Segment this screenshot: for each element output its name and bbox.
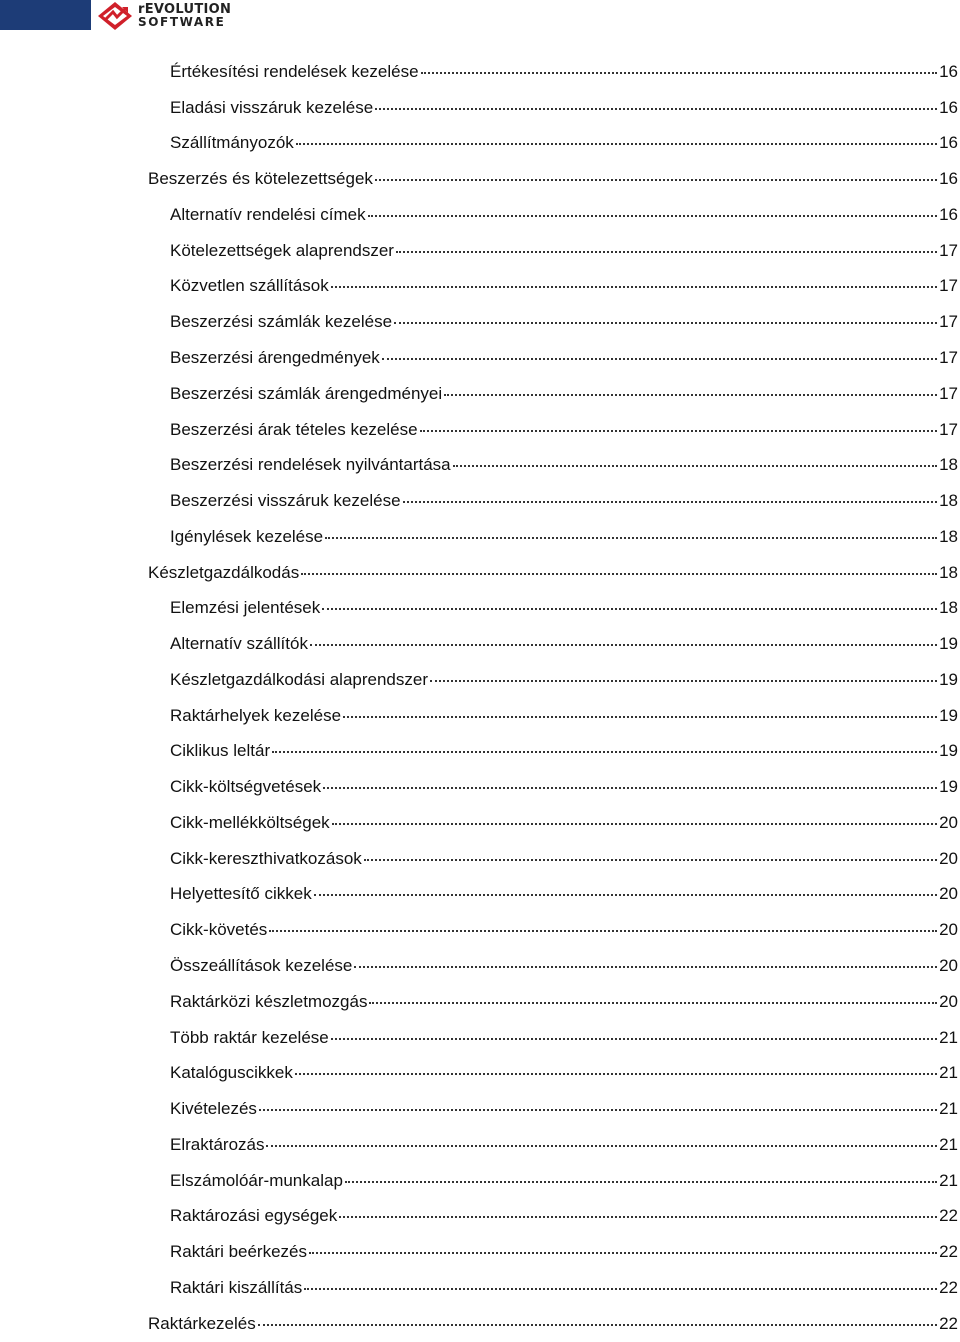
toc-subsection-entry[interactable] [0, 877, 960, 913]
toc-page-number: 17 [939, 276, 958, 296]
toc-dot-leader [364, 858, 937, 861]
toc-subsection-entry[interactable] [0, 519, 960, 555]
logo-text-revolution: rEVOLUTION [138, 2, 232, 17]
toc-entry-row [170, 384, 958, 404]
toc-subsection-entry[interactable] [0, 376, 960, 412]
toc-entry-row [170, 884, 958, 904]
toc-entry-row [170, 598, 958, 618]
toc-entry-title: Készletgazdálkodási alaprendszer [170, 669, 428, 689]
toc-entry-title: Elraktározás [170, 1134, 265, 1154]
toc-page-number: 17 [939, 419, 958, 439]
toc-entry-row [170, 133, 958, 153]
toc-section-entry[interactable] [0, 161, 960, 197]
toc-entry-title: Szállítmányozók [170, 133, 294, 153]
toc-entry-row [148, 1314, 958, 1334]
toc-entry-row [170, 849, 958, 869]
toc-dot-leader [259, 1108, 937, 1111]
toc-page-number: 18 [939, 491, 958, 511]
toc-page-number: 20 [939, 991, 958, 1011]
toc-subsection-entry[interactable] [0, 769, 960, 805]
toc-dot-leader [421, 71, 938, 74]
toc-subsection-entry[interactable] [0, 1163, 960, 1199]
toc-dot-leader [331, 1037, 937, 1040]
toc-subsection-entry[interactable] [0, 54, 960, 90]
toc-subsection-entry[interactable] [0, 1270, 960, 1306]
toc-section-entry[interactable] [0, 555, 960, 591]
toc-entry-row [148, 563, 958, 583]
toc-entry-row [170, 706, 958, 726]
toc-dot-leader [295, 1072, 937, 1075]
toc-subsection-entry[interactable] [0, 590, 960, 626]
toc-page-number: 22 [939, 1277, 958, 1297]
toc-entry-row [170, 62, 958, 82]
toc-entry-row [170, 98, 958, 118]
toc-entry-title: Cikk-követés [170, 920, 268, 940]
toc-entry-title: Raktározási egységek [170, 1206, 338, 1226]
toc-entry-title: Közvetlen szállítások [170, 276, 329, 296]
toc-dot-leader [375, 178, 937, 181]
toc-entry-title: Igénylések kezelése [170, 526, 324, 546]
toc-entry-row [170, 491, 958, 511]
toc-entry-title: Elemzési jelentések [170, 598, 321, 618]
toc-page-number: 17 [939, 348, 958, 367]
toc-entry-title: Cikk-költségvetések [170, 777, 322, 797]
toc-dot-leader [296, 142, 937, 145]
toc-dot-leader [403, 500, 938, 503]
toc-page-number: 17 [939, 383, 958, 403]
toc-dot-leader [354, 965, 937, 968]
toc-entry-row [170, 920, 958, 940]
toc-subsection-entry[interactable] [0, 662, 960, 698]
toc-entry-title: Beszerzési visszáruk kezelése [170, 491, 401, 511]
toc-subsection-entry[interactable] [0, 734, 960, 770]
toc-dot-leader [396, 250, 937, 253]
toc-entry-title: Kötelezettségek alaprendszer [170, 240, 394, 260]
toc-dot-leader [322, 607, 937, 610]
toc-dot-leader [304, 1287, 937, 1290]
toc-page-number: 20 [939, 920, 958, 940]
toc-subsection-entry[interactable] [0, 126, 960, 162]
toc-entry-row [170, 992, 958, 1012]
toc-entry-title: Raktárhelyek kezelése [170, 705, 342, 725]
toc-entry-title: Elszámolóár-munkalap [170, 1170, 343, 1190]
toc-page-number: 20 [939, 956, 958, 976]
logo-text-software: SOFTWARE [138, 15, 226, 29]
toc-entry-title: Helyettesítő cikkek [170, 884, 312, 904]
toc-subsection-entry[interactable] [0, 805, 960, 841]
toc-dot-leader [444, 393, 937, 396]
toc-subsection-entry[interactable] [0, 1199, 960, 1235]
toc-dot-leader [369, 1001, 937, 1004]
toc-page-number: 21 [939, 1134, 958, 1154]
toc-entry-title: Beszerzési árengedmények [170, 348, 380, 367]
toc-page-number: 16 [939, 97, 958, 117]
toc-subsection-entry[interactable] [0, 269, 960, 305]
toc-page-number: 21 [939, 1170, 958, 1190]
toc-dot-leader [325, 536, 937, 539]
toc-dot-leader [382, 357, 937, 360]
toc-entry-row [170, 1278, 958, 1298]
toc-subsection-entry[interactable] [0, 1127, 960, 1163]
toc-entry-title: Raktárközi készletmozgás [170, 991, 368, 1011]
toc-dot-leader [301, 572, 937, 575]
toc-page-number: 18 [939, 598, 958, 618]
toc-entry-title: Ciklikus leltár [170, 741, 271, 761]
toc-page-number: 17 [939, 240, 958, 260]
header-band [0, 0, 91, 30]
toc-page-number: 16 [939, 133, 958, 153]
toc-subsection-entry[interactable] [0, 841, 960, 877]
toc-dot-leader [453, 464, 937, 467]
toc-entry-title: Több raktár kezelése [170, 1027, 329, 1047]
toc-subsection-entry[interactable] [0, 197, 960, 233]
toc-page-number: 18 [939, 526, 958, 546]
toc-entry-row [170, 205, 958, 225]
toc-entry-row [170, 1242, 958, 1262]
toc-page-number: 16 [939, 61, 958, 81]
toc-dot-leader [310, 643, 937, 646]
toc-dot-leader [272, 750, 937, 753]
toc-subsection-entry[interactable] [0, 447, 960, 483]
toc-entry-row [170, 455, 958, 475]
toc-entry-row [170, 1206, 958, 1226]
toc-entry-title: Kivételezés [170, 1099, 257, 1119]
toc-entry-row [170, 527, 958, 547]
toc-entry-title: Raktári beérkezés [170, 1242, 308, 1262]
toc-entry-row [170, 276, 958, 296]
toc-dot-leader [394, 321, 937, 324]
toc-subsection-entry[interactable] [0, 90, 960, 126]
company-logo [95, 0, 245, 32]
toc-dot-leader [375, 107, 937, 110]
toc-page-number: 19 [939, 669, 958, 689]
toc-dot-leader [339, 1215, 937, 1218]
toc-dot-leader [331, 285, 937, 288]
toc-page-number: 21 [939, 1027, 958, 1047]
toc-dot-leader [309, 1251, 937, 1254]
toc-entry-row [170, 1028, 958, 1048]
toc-page-number: 19 [939, 777, 958, 797]
table-of-contents [0, 54, 960, 1342]
toc-entry-row [170, 634, 958, 654]
toc-entry-row [170, 1063, 958, 1083]
toc-entry-title: Beszerzési számlák kezelése [170, 312, 393, 332]
toc-subsection-entry[interactable] [0, 698, 960, 734]
toc-page-number: 22 [939, 1206, 958, 1226]
toc-entry-row [170, 741, 958, 761]
toc-dot-leader [420, 429, 938, 432]
toc-entry-title: Katalóguscikkek [170, 1063, 293, 1083]
toc-page-number: 22 [939, 1242, 958, 1262]
toc-entry-title: Cikk-mellékköltségek [170, 812, 330, 832]
toc-entry-title: Értékesítési rendelések kezelése [170, 61, 419, 81]
toc-subsection-entry[interactable] [0, 984, 960, 1020]
toc-page-number: 16 [939, 169, 958, 189]
toc-entry-title: Készletgazdálkodás [148, 562, 300, 582]
toc-subsection-entry[interactable] [0, 1020, 960, 1056]
toc-entry-row [170, 813, 958, 833]
toc-page-number: 18 [939, 455, 958, 475]
toc-subsection-entry[interactable] [0, 304, 960, 340]
toc-page-number: 20 [939, 812, 958, 832]
toc-entry-row [148, 169, 958, 189]
toc-page-number: 18 [939, 562, 958, 582]
toc-dot-leader [258, 1323, 937, 1326]
toc-page-number: 20 [939, 848, 958, 868]
toc-page-number: 19 [939, 705, 958, 725]
toc-entry-title: Raktárkezelés [148, 1313, 256, 1333]
toc-section-entry[interactable] [0, 1306, 960, 1342]
toc-entry-row [170, 348, 958, 368]
toc-subsection-entry[interactable] [0, 626, 960, 662]
toc-entry-row [170, 312, 958, 332]
toc-dot-leader [345, 1180, 937, 1183]
toc-entry-row [170, 420, 958, 440]
toc-dot-leader [269, 929, 937, 932]
toc-subsection-entry[interactable] [0, 912, 960, 948]
toc-entry-row [170, 241, 958, 261]
toc-dot-leader [430, 679, 937, 682]
toc-page-number: 19 [939, 634, 958, 654]
toc-entry-row [170, 1099, 958, 1119]
toc-dot-leader [314, 893, 937, 896]
toc-entry-title: Összeállítások kezelése [170, 956, 353, 976]
logo-mark-icon [95, 0, 135, 32]
toc-subsection-entry[interactable] [0, 1055, 960, 1091]
toc-dot-leader [332, 822, 937, 825]
toc-entry-title: Alternatív rendelési címek [170, 204, 366, 224]
toc-page-number: 21 [939, 1099, 958, 1119]
toc-subsection-entry[interactable] [0, 340, 960, 376]
toc-dot-leader [368, 214, 937, 217]
toc-entry-title: Alternatív szállítók [170, 634, 308, 654]
toc-page-number: 19 [939, 741, 958, 761]
toc-page-number: 21 [939, 1063, 958, 1083]
toc-subsection-entry[interactable] [0, 483, 960, 519]
toc-entry-title: Beszerzési árak tételes kezelése [170, 419, 418, 439]
toc-entry-title: Beszerzés és kötelezettségek [148, 169, 373, 189]
toc-page-number: 22 [939, 1313, 958, 1333]
toc-entry-title: Cikk-kereszthivatkozások [170, 848, 362, 868]
toc-dot-leader [343, 715, 937, 718]
toc-page-number: 16 [939, 204, 958, 224]
toc-page-number: 17 [939, 312, 958, 332]
toc-subsection-entry[interactable] [0, 1234, 960, 1270]
toc-subsection-entry[interactable] [0, 412, 960, 448]
toc-entry-title: Eladási visszáruk kezelése [170, 97, 374, 117]
toc-page-number: 20 [939, 884, 958, 904]
toc-subsection-entry[interactable] [0, 948, 960, 984]
toc-entry-row [170, 1171, 958, 1191]
toc-entry-title: Beszerzési rendelések nyilvántartása [170, 455, 451, 475]
toc-dot-leader [323, 786, 937, 789]
toc-subsection-entry[interactable] [0, 1091, 960, 1127]
toc-subsection-entry[interactable] [0, 233, 960, 269]
toc-entry-row [170, 956, 958, 976]
toc-dot-leader [266, 1144, 937, 1147]
toc-entry-row [170, 670, 958, 690]
toc-entry-title: Beszerzési számlák árengedményei [170, 383, 443, 403]
toc-entry-row [170, 1135, 958, 1155]
toc-entry-title: Raktári kiszállítás [170, 1277, 303, 1297]
toc-entry-row [170, 777, 958, 797]
